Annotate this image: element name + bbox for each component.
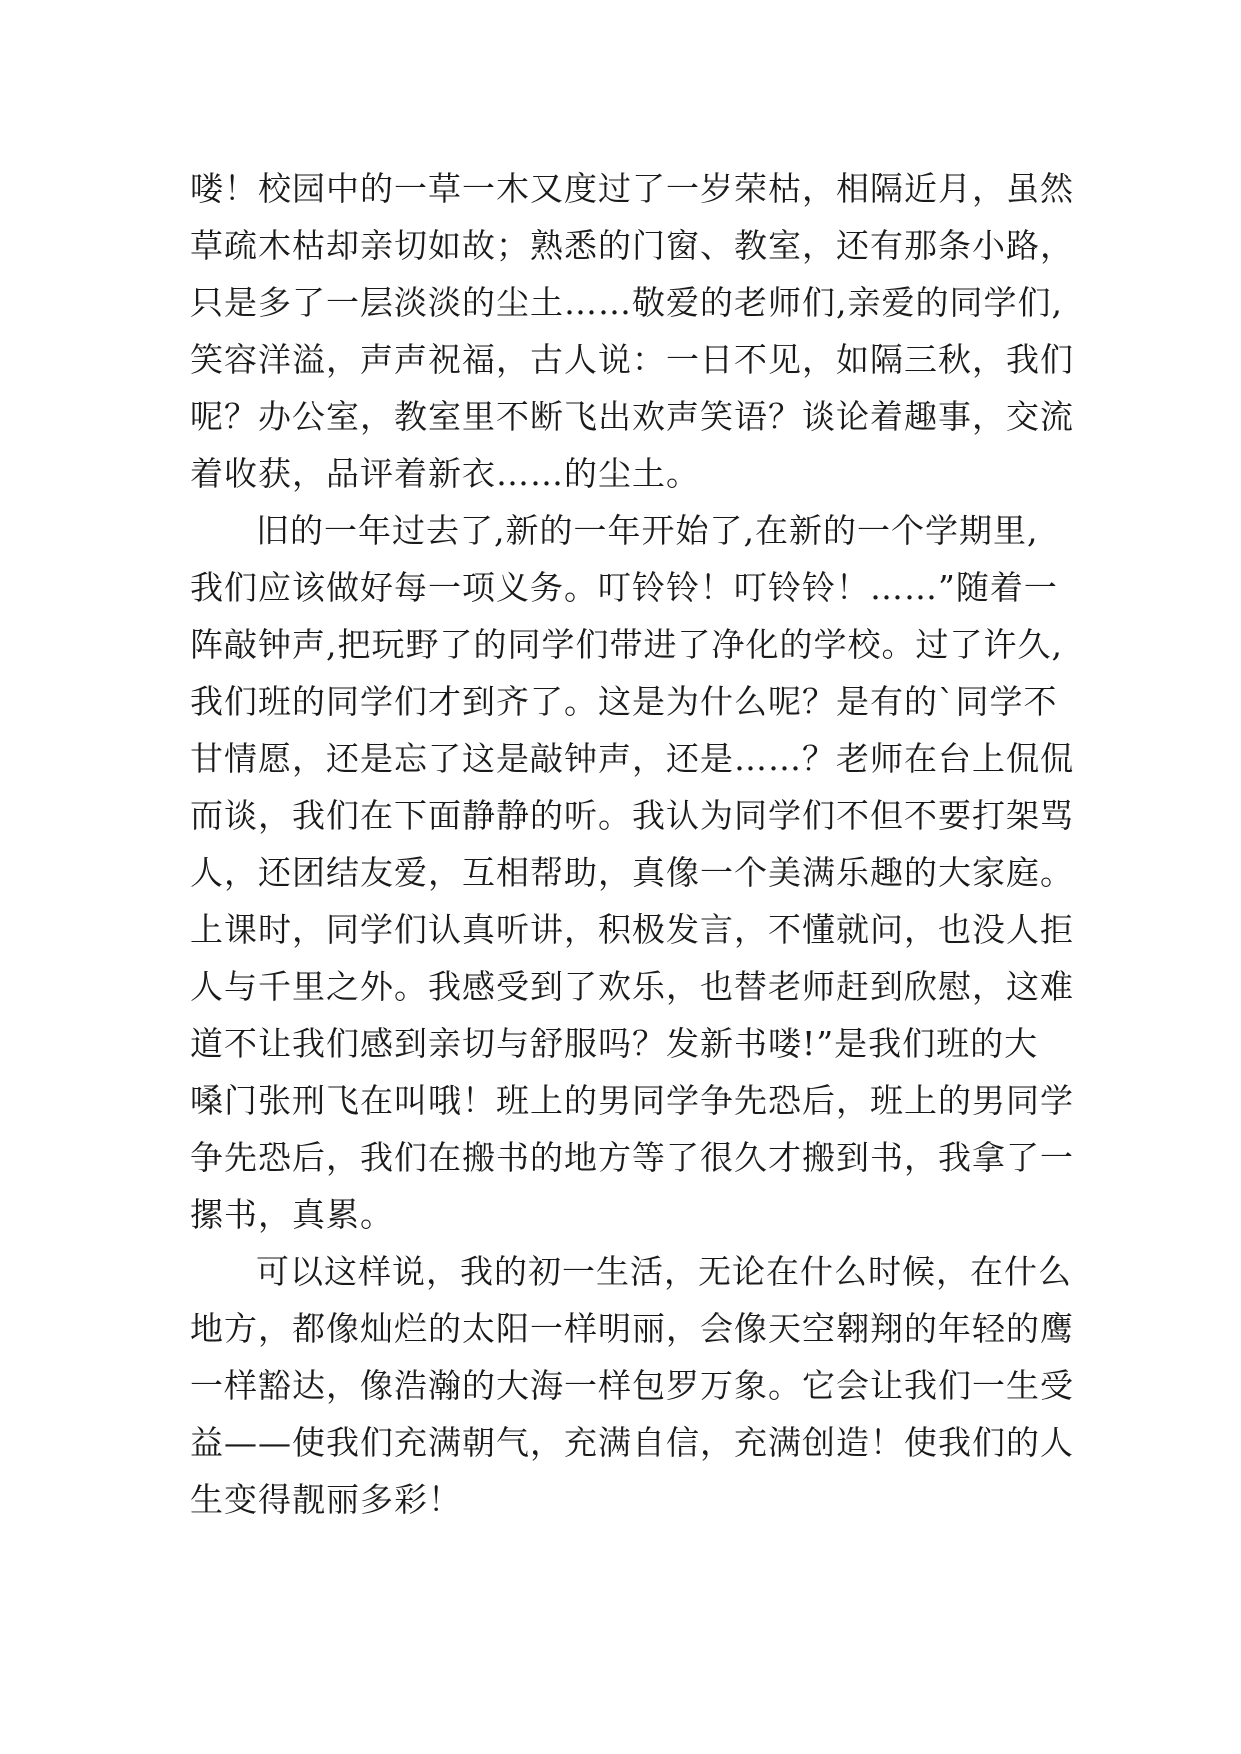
text-line: 笑容洋溢，声声祝福，古人说：一日不见，如隔三秋，我们	[190, 340, 1074, 379]
text-line: 人与千里之外。我感受到了欢乐，也替老师赶到欣慰，这难	[190, 967, 1074, 1006]
text-line: 我们班的同学们才到齐了。这是为什么呢？是有的`同学不	[190, 682, 1058, 721]
body-text	[190, 160, 1074, 1528]
text-line: 而谈，我们在下面静静的听。我认为同学们不但不要打架骂	[190, 796, 1074, 835]
text-line: 生变得靓丽多彩！	[190, 1480, 462, 1519]
text-line: 喽！校园中的一草一木又度过了一岁荣枯，相隔近月，虽然	[190, 169, 1074, 208]
paragraph-first-line: 可以这样说，我的初一生活，无论在什么时候，在什么	[256, 1252, 1072, 1291]
text-line: 人，还团结友爱，互相帮助，真像一个美满乐趣的大家庭。	[190, 853, 1074, 892]
paragraph-first-line: 旧的一年过去了,新的一年开始了,在新的一个学期里,	[256, 511, 1039, 550]
text-line: 争先恐后，我们在搬书的地方等了很久才搬到书，我拿了一	[190, 1138, 1074, 1177]
text-line: 着收获，品评着新衣……的尘土。	[190, 454, 700, 493]
text-line: 我们应该做好每一项义务。叮铃铃！叮铃铃！……”随着一	[190, 568, 1058, 607]
text-line: 阵敲钟声,把玩野了的同学们带进了净化的学校。过了许久,	[190, 625, 1063, 664]
text-line: 呢？办公室，教室里不断飞出欢声笑语？谈论着趣事，交流	[190, 397, 1074, 436]
text-line: 上课时，同学们认真听讲，积极发言，不懂就问，也没人拒	[190, 910, 1074, 949]
text-line: 草疏木枯却亲切如故；熟悉的门窗、教室，还有那条小路，	[190, 226, 1074, 265]
text-line: 只是多了一层淡淡的尘土……敬爱的老师们,亲爱的同学们,	[190, 283, 1063, 322]
text-line: 嗓门张刑飞在叫哦！班上的男同学争先恐后，班上的男同学	[190, 1081, 1074, 1120]
text-line: 地方，都像灿烂的太阳一样明丽，会像天空翱翔的年轻的鹰	[190, 1309, 1074, 1348]
text-line: 益——使我们充满朝气，充满自信，充满创造！使我们的人	[190, 1423, 1074, 1462]
text-line: 摞书，真累。	[190, 1195, 394, 1234]
text-line: 道不让我们感到亲切与舒服吗？发新书喽!”是我们班的大	[190, 1024, 1039, 1063]
text-line: 一样豁达，像浩瀚的大海一样包罗万象。它会让我们一生受	[190, 1366, 1074, 1405]
text-line: 甘情愿，还是忘了这是敲钟声，还是……？老师在台上侃侃	[190, 739, 1074, 778]
